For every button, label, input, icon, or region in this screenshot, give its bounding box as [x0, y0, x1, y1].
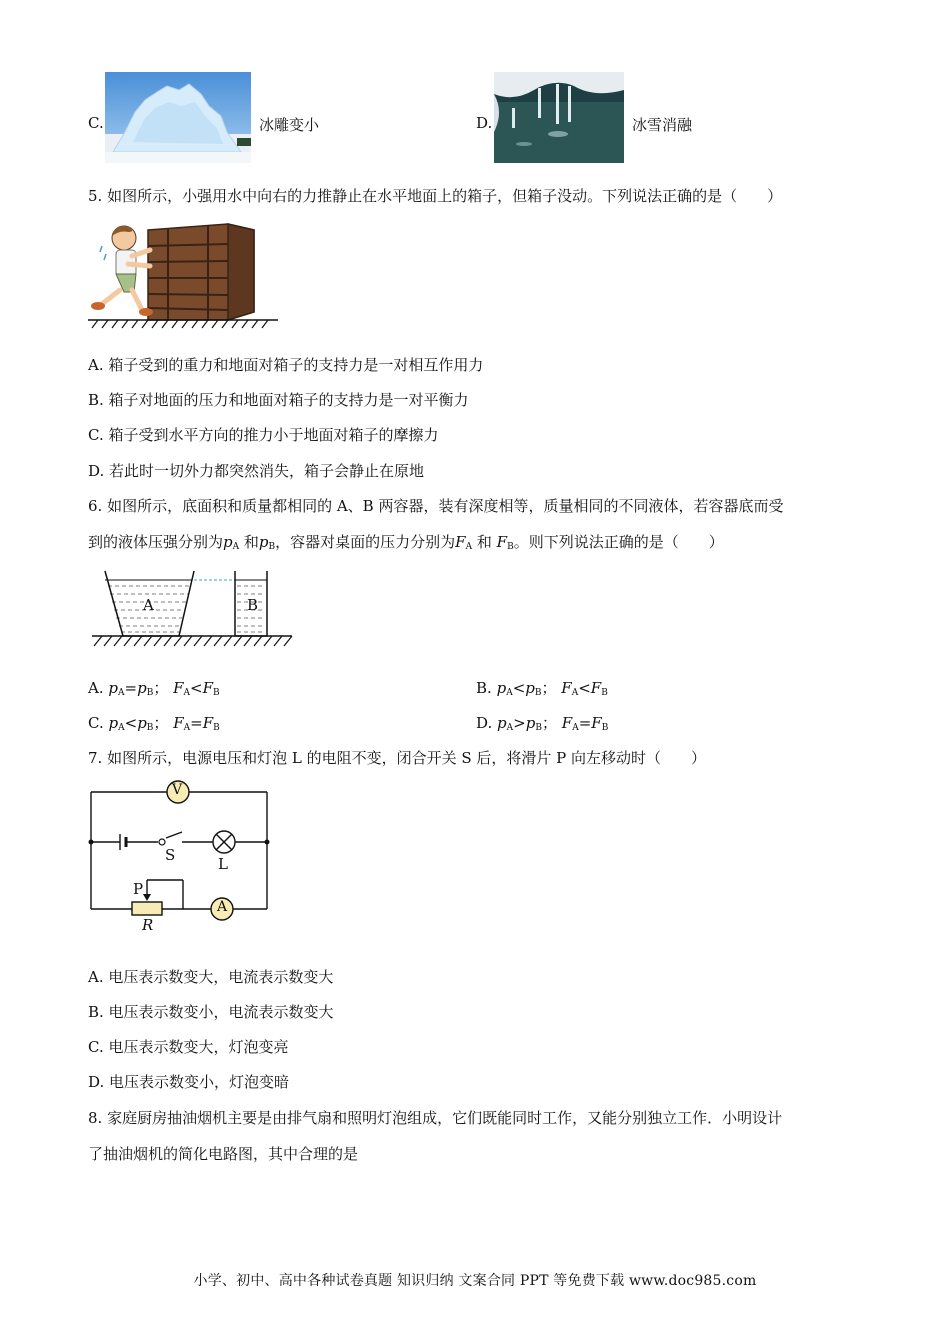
q7-option-b: B. 电压表示数变小，电流表示数变大 — [88, 1003, 334, 1021]
q6-stem-line1: 6. 如图所示，底面积和质量都相同的 A、B 两容器，装有深度相等，质量相同的不同液体，若容器底而受 — [88, 497, 784, 515]
q7-option-a: A. 电压表示数变大，电流表示数变大 — [88, 968, 334, 986]
q6-option-c: C. $p_A<p_B$； $F_A=F_B$ — [88, 714, 220, 733]
q6-stem-line2: 到的液体压强分别为$p_A$ 和$p_B$，容器对桌面的压力分别为$F_A$ 和 $F_B$。则下列说法正确的是（ ） — [88, 533, 724, 552]
ice-sculpture-photo — [105, 72, 251, 163]
option-letter: C. — [88, 114, 104, 132]
page-footer: 小学、初中、高中各种试卷真题 知识归纳 文案合同 PPT 等免费下载 www.doc985.com — [193, 1273, 757, 1289]
q7-option-d: D. 电压表示数变小，灯泡变暗 — [88, 1073, 290, 1091]
containers-a-b-figure — [92, 568, 296, 650]
q6-option-a: A. $p_A=p_B$； $F_A<F_B$ — [88, 679, 220, 698]
q8-stem-line1: 8. 家庭厨房抽油烟机主要是由排气扇和照明灯泡组成，它们既能同时工作，又能分别独立工作．小明设计 — [88, 1109, 783, 1127]
circuit-diagram — [86, 776, 272, 936]
q5-stem: 5. 如图所示，小强用水中向右的力推静止在水平地面上的箱子，但箱子没动。下列说法正确的是（ ） — [88, 187, 783, 205]
melting-ice-photo — [494, 72, 624, 163]
q5-option-d: D. 若此时一切外力都突然消失，箱子会静止在原地 — [88, 462, 425, 480]
q8-stem-line2: 了抽油烟机的简化电路图，其中合理的是 — [88, 1145, 359, 1163]
option-text: 冰雪消融 — [632, 116, 693, 134]
option-letter: D. — [476, 114, 493, 132]
lamp-label: L — [218, 855, 228, 873]
resistor-label: R — [142, 916, 154, 934]
q5-option-c: C. 箱子受到水平方向的推力小于地面对箱子的摩擦力 — [88, 426, 439, 444]
ammeter-label: A — [217, 899, 228, 915]
q6-option-d: D. $p_A>p_B$； $F_A=F_B$ — [476, 714, 609, 733]
voltmeter-label: V — [172, 782, 183, 798]
q4-option-c — [88, 72, 348, 164]
container-a-label: A — [143, 596, 154, 614]
q6-option-b: B. $p_A<p_B$； $F_A<F_B$ — [476, 679, 608, 698]
q4-option-d — [476, 72, 736, 164]
option-text: 冰雕变小 — [259, 116, 320, 134]
q5-option-a: A. 箱子受到的重力和地面对箱子的支持力是一对相互作用力 — [88, 356, 484, 374]
q5-option-b: B. 箱子对地面的压力和地面对箱子的支持力是一对平衡力 — [88, 391, 469, 409]
slider-label: P — [133, 880, 144, 898]
boy-pushing-box-figure — [88, 216, 280, 330]
container-b-label: B — [247, 596, 259, 614]
q7-stem: 7. 如图所示，电源电压和灯泡 L 的电阻不变，闭合开关 S 后，将滑片 P 向左移动时（ ） — [88, 749, 707, 767]
q7-option-c: C. 电压表示数变大，灯泡变亮 — [88, 1038, 289, 1056]
switch-label: S — [165, 846, 176, 864]
